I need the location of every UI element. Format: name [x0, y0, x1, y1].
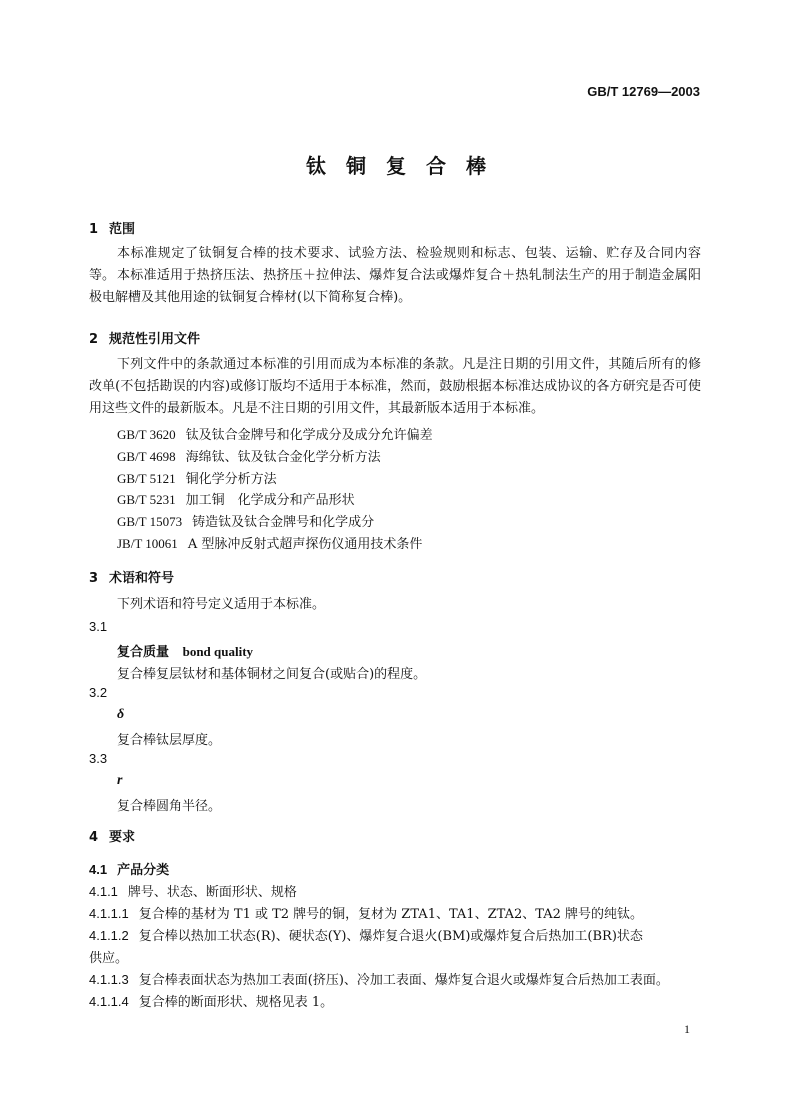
- term-number: 3.1: [89, 619, 108, 634]
- term-number: 3.2: [89, 685, 108, 700]
- term-number: 3.3: [89, 751, 108, 766]
- clause-text: 复合棒以热加工状态(R)、硬状态(Y)、爆炸复合退火(BM)或爆炸复合后热加工(BR)状态: [138, 929, 643, 944]
- section-title: 要求: [109, 830, 136, 845]
- clause-4-1-1-3: [89, 969, 669, 988]
- clause-text: 复合棒的断面形状、规格见表 1。: [138, 995, 334, 1010]
- section-4-heading: [89, 826, 135, 845]
- reference-item: [117, 533, 422, 552]
- reference-code: GB/T 5231: [117, 492, 176, 507]
- term-symbol: r: [117, 773, 123, 788]
- reference-item: [117, 424, 433, 443]
- reference-code: JB/T 10061: [117, 536, 178, 551]
- clause-text: 牌号、状态、断面形状、规格: [127, 885, 297, 900]
- clause-number: 4.1.1.1: [89, 906, 129, 921]
- clause-4-1: [89, 859, 169, 878]
- page-number: 1: [684, 1022, 690, 1036]
- reference-item: [117, 511, 374, 530]
- section-title: 范围: [109, 222, 136, 237]
- term-entry: [117, 641, 253, 660]
- section-1-paragraph-1: 本标准规定了钛铜复合棒的技术要求、试验方法、检验规则和标志、包装、运输、贮存及合同内容等。: [89, 246, 701, 283]
- clause-4-1-1: [89, 881, 297, 900]
- reference-item: [117, 446, 381, 465]
- section-number: 1: [89, 222, 99, 237]
- term-symbol: δ: [117, 707, 125, 722]
- clause-title: 产品分类: [117, 863, 170, 878]
- term-zh: 复合质量: [117, 645, 170, 660]
- term-definition: 复合棒钛层厚度。: [117, 733, 222, 748]
- clause-4-1-1-1: [89, 903, 643, 922]
- section-2-paragraph-1: 下列文件中的条款通过本标准的引用而成为本标准的条款。凡是注日期的引用文件，其随后所有的修改单(不包括勘误的内容)或修订版均不适用于本标准，然而，鼓励根据本标准达成协议的各方研究是否可使用这些文件的最新版本。凡是不注日期的引用文件，其最新版本适用于本标准。: [89, 357, 701, 416]
- reference-code: GB/T 3620: [117, 427, 176, 442]
- term-definition: 复合棒复层钛材和基体铜材之间复合(或贴合)的程度。: [117, 667, 427, 682]
- section-3-heading: [89, 567, 174, 586]
- section-1-heading: [89, 218, 135, 237]
- reference-item: [117, 489, 355, 508]
- section-number: 2: [89, 332, 99, 347]
- reference-item: [117, 468, 277, 487]
- clause-4-1-1-2-continued: 供应。: [89, 951, 129, 966]
- reference-code: GB/T 15073: [117, 514, 183, 529]
- clause-4-1-1-2: [89, 925, 643, 944]
- clause-text: 复合棒的基材为 T1 或 T2 牌号的铜，复材为 ZTA1、TA1、ZTA2、TA2 牌号的纯钛。: [138, 907, 643, 922]
- section-2-heading: [89, 328, 200, 347]
- clause-4-1-1-4: [89, 991, 333, 1010]
- section-title: 规范性引用文件: [109, 332, 201, 347]
- reference-title: 铜化学分析方法: [185, 472, 277, 487]
- reference-code: GB/T 4698: [117, 449, 176, 464]
- section-1-paragraph-2: 本标准适用于热挤压法、热挤压＋拉伸法、爆炸复合法或爆炸复合＋热轧制法生产的用于制造金属阳极电解槽及其他用途的钛铜复合棒材(以下简称复合棒)。: [89, 268, 701, 305]
- reference-title: 加工铜 化学成分和产品形状: [185, 493, 355, 508]
- clause-number: 4.1.1.2: [89, 928, 129, 943]
- term-en: bond quality: [182, 644, 254, 659]
- clause-number: 4.1.1: [89, 884, 118, 899]
- document-title: 钛铜复合棒: [306, 154, 506, 178]
- standard-number: GB/T 12769—2003: [587, 84, 700, 99]
- term-definition: 复合棒圆角半径。: [117, 799, 222, 814]
- reference-title: A 型脉冲反射式超声探伤仪通用技术条件: [187, 537, 423, 552]
- clause-number: 4.1.1.3: [89, 972, 129, 987]
- clause-number: 4.1.1.4: [89, 994, 129, 1009]
- section-3-paragraph-1: 下列术语和符号定义适用于本标准。: [117, 597, 326, 612]
- clause-text: 复合棒表面状态为热加工表面(挤压)、冷加工表面、爆炸复合退火或爆炸复合后热加工表面。: [138, 973, 669, 988]
- reference-title: 铸造钛及钛合金牌号和化学成分: [192, 515, 375, 530]
- section-number: 3: [89, 571, 99, 586]
- section-number: 4: [89, 830, 99, 845]
- reference-title: 海绵钛、钛及钛合金化学分析方法: [185, 450, 381, 465]
- section-title: 术语和符号: [109, 571, 175, 586]
- clause-number: 4.1: [89, 862, 108, 877]
- reference-title: 钛及钛合金牌号和化学成分及成分允许偏差: [185, 428, 433, 443]
- reference-code: GB/T 5121: [117, 471, 176, 486]
